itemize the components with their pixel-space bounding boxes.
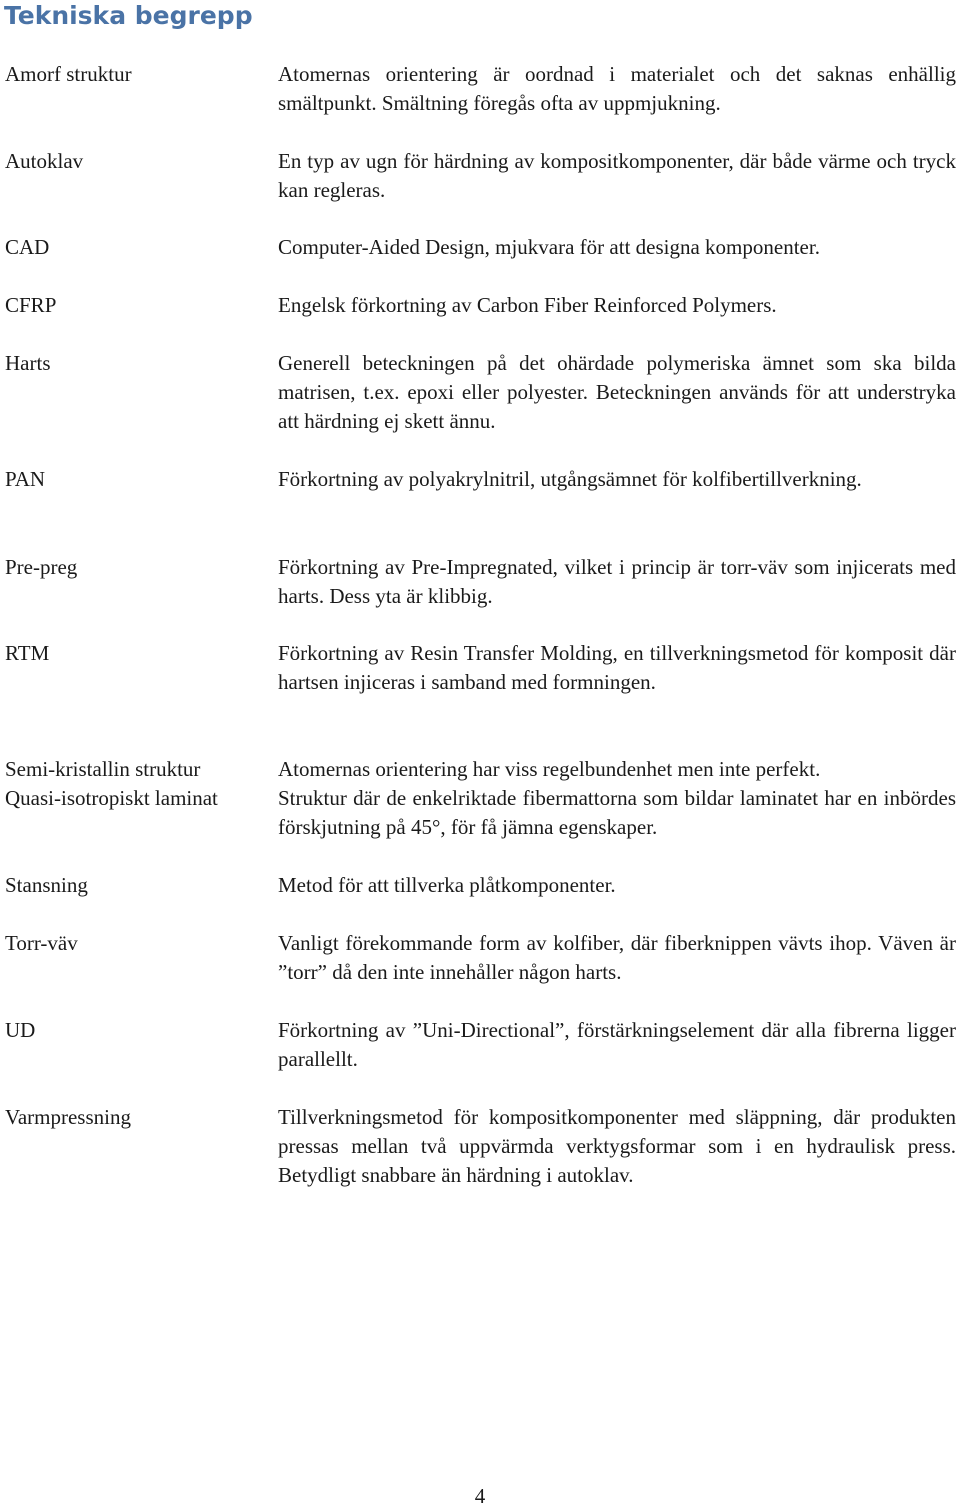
term-definition: Atomernas orientering är oordnad i materialet och det saknas enhällig smältpunkt. Smältning föregås ofta av uppmjukning. — [278, 62, 956, 115]
term-name: Amorf struktur — [5, 62, 132, 86]
term-name: UD — [5, 1018, 36, 1042]
term-definition: Förkortning av Resin Transfer Molding, en tillverkningsmetod för komposit där hartsen injiceras i samband med formningen. — [278, 641, 956, 694]
term-name: Varmpressning — [5, 1105, 131, 1129]
term-definition: Metod för att tillverka plåtkomponenter. — [278, 873, 616, 897]
term-definition: Tillverkningsmetod för kompositkomponenter med släppning, där produkten pressas mellan två uppvärmda verktygsformar som i en hydraulisk press. Betydligt snabbare än härdning i autoklav. — [278, 1105, 956, 1187]
term-name: Torr-väv — [5, 931, 78, 955]
term-name: RTM — [5, 641, 50, 665]
term-name: Quasi-isotropiskt laminat — [5, 786, 218, 810]
term-definition: Engelsk förkortning av Carbon Fiber Reinforced Polymers. — [278, 293, 777, 317]
term-name: Pre-preg — [5, 555, 78, 579]
term-name: Stansning — [5, 873, 88, 897]
term-definition: Struktur där de enkelriktade fibermattorna som bildar laminatet har en inbördes förskjutning på 45°, för få jämna egenskaper. — [278, 786, 956, 839]
page-title: Tekniska begrepp — [4, 1, 253, 30]
term-definition: Vanligt förekommande form av kolfiber, där fiberknippen vävts ihop. Väven är ”torr” då den inte innehåller någon harts. — [278, 931, 956, 984]
term-name: PAN — [5, 467, 46, 491]
term-definition: Förkortning av polyakrylnitril, utgångsämnet för kolfibertillverkning. — [278, 467, 862, 491]
term-name: Harts — [5, 351, 51, 375]
term-definition: Förkortning av ”Uni-Directional”, förstärkningselement där alla fibrerna ligger parallellt. — [278, 1018, 956, 1071]
term-definition: Förkortning av Pre-Impregnated, vilket i princip är torr-väv som injicerats med harts. Dess yta är klibbig. — [278, 555, 956, 608]
term-definition: Computer-Aided Design, mjukvara för att designa komponenter. — [278, 235, 820, 259]
term-definition: Generell beteckningen på det ohärdade polymeriska ämnet som ska bilda matrisen, t.ex. epoxi eller polyester. Beteckningen används för att understryka att härdning ej skett ännu. — [278, 351, 956, 433]
term-definition: En typ av ugn för härdning av kompositkomponenter, där både värme och tryck kan regleras. — [278, 149, 956, 202]
term-name: CFRP — [5, 293, 57, 317]
page-number: 4 — [474, 1484, 486, 1508]
term-name: Semi-kristallin struktur — [5, 757, 201, 781]
term-definition: Atomernas orientering har viss regelbundenhet men inte perfekt. — [278, 757, 821, 781]
term-name: CAD — [5, 235, 50, 259]
term-name: Autoklav — [5, 149, 84, 173]
